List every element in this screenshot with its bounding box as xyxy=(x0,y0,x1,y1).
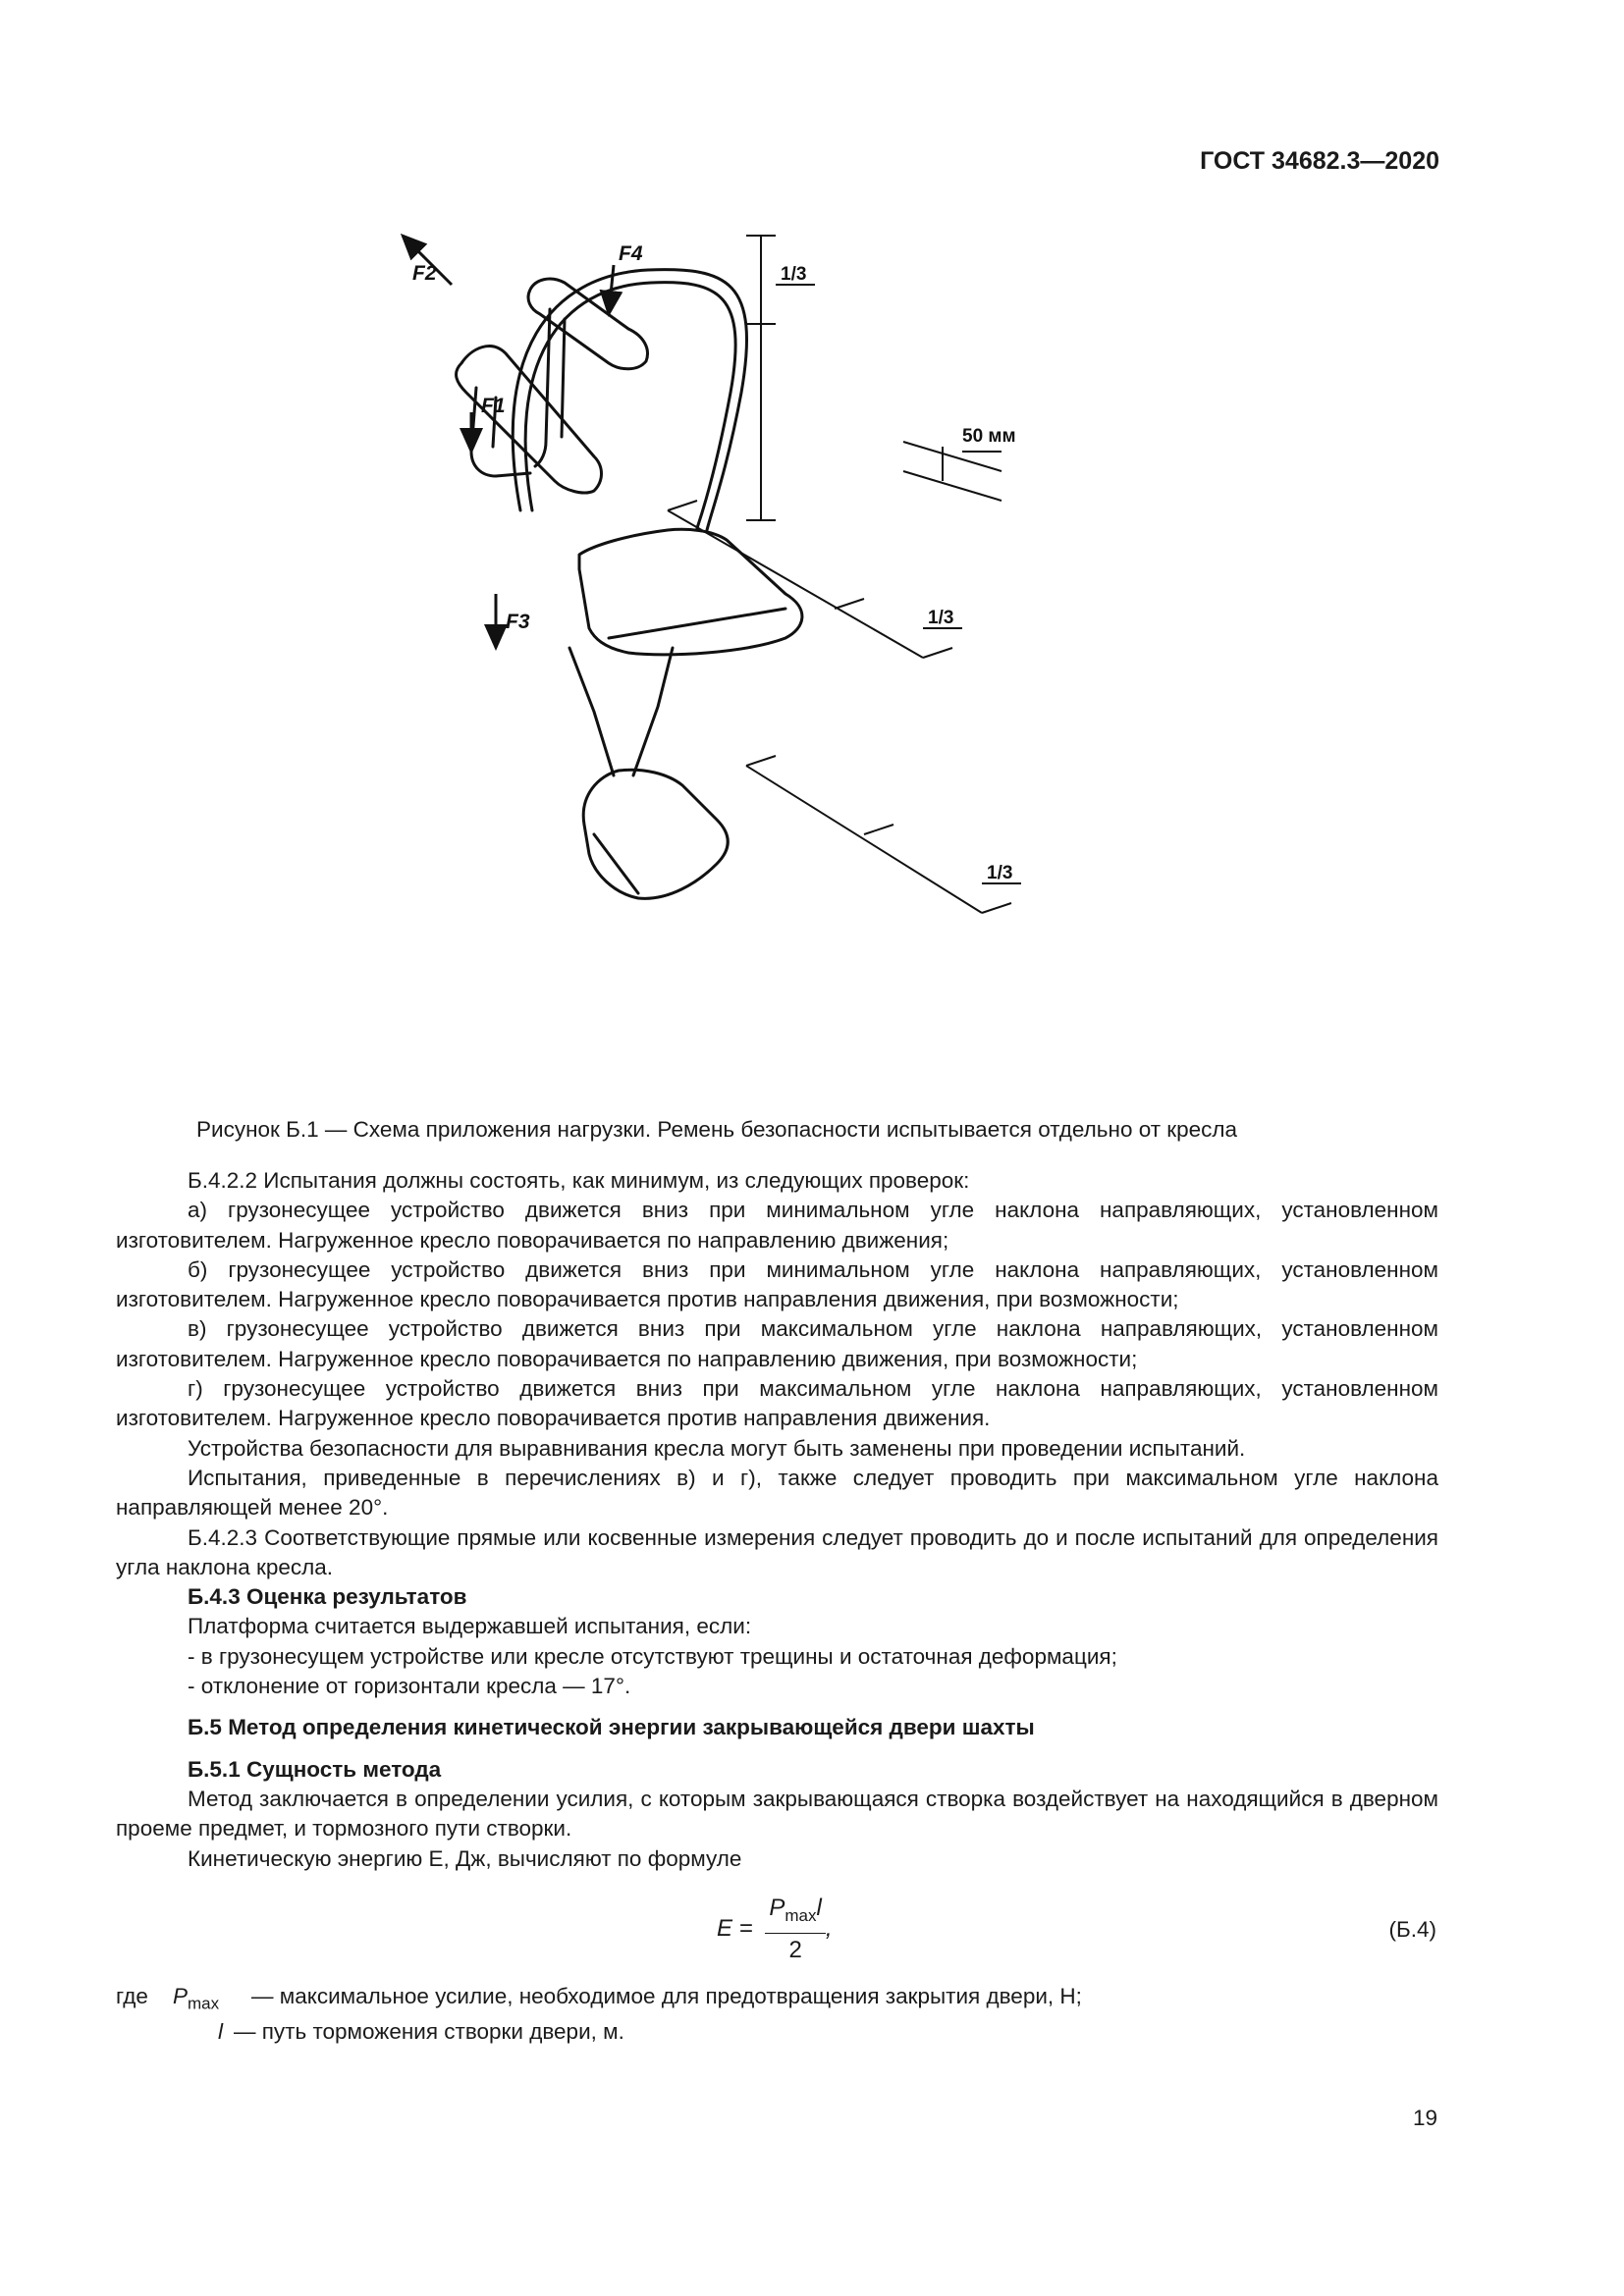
symbol-p: P xyxy=(173,1983,189,2008)
paragraph: б) грузонесущее устройство движется вниз при минимальном угле наклона направляющих, установленном изготовителем. Нагруженное кресло поворачивается против направления движения, при возможности; xyxy=(116,1256,1438,1312)
where-definition-pmax: — максимальное усилие, необходимое для предотвращения закрытия двери, Н; xyxy=(251,1983,1082,2008)
where-word: где xyxy=(116,1983,148,2008)
paragraph: Б.4.2.3 Соответствующие прямые или косвенные измерения следует проводить до и после испытаний для определения угла наклона кресла. xyxy=(116,1524,1438,1579)
paragraph: г) грузонесущее устройство движется вниз при максимальном угле наклона направляющих, установленном изготовителем. Нагруженное кресло поворачивается против направления движения. xyxy=(116,1376,1438,1431)
seat xyxy=(579,529,802,655)
label-f2: F2 xyxy=(412,262,437,285)
list-item: - в грузонесущем устройстве или кресле отсутствуют трещины и остаточная деформация; xyxy=(188,1643,1117,1669)
numerator-l: l xyxy=(816,1894,822,1921)
section-heading: Б.4.3 Оценка результатов xyxy=(188,1584,467,1610)
paragraph: Метод заключается в определении усилия, с которым закрывающаяся створка воздействует на находящийся в дверном проеме предмет, и тормозного пути створки. xyxy=(116,1786,1438,1842)
where-definition-l: — путь торможения створки двери, м. xyxy=(234,2018,624,2044)
figure-caption: Рисунок Б.1 — Схема приложения нагрузки. Ремень безопасности испытывается отдельно от кресла xyxy=(196,1117,1238,1142)
formula-fraction xyxy=(765,1894,825,1965)
right-armrest xyxy=(528,279,647,369)
paragraph: Платформа считается выдержавшей испытания, если: xyxy=(188,1614,752,1639)
list-item: - отклонение от горизонтали кресла — 17°. xyxy=(188,1674,631,1699)
label-f4: F4 xyxy=(619,242,643,265)
dim-top: 1/3 xyxy=(781,264,807,285)
document-header: ГОСТ 34682.3—2020 xyxy=(1200,147,1439,175)
formula-lhs: E = xyxy=(717,1914,753,1942)
dim-seat: 1/3 xyxy=(928,608,954,628)
numerator-sub: max xyxy=(785,1905,817,1925)
where-symbol-l: l xyxy=(218,2018,223,2044)
paragraph: Кинетическую энергию Е, Дж, вычисляют по формуле xyxy=(188,1845,742,1871)
formula-numerator xyxy=(765,1894,825,1934)
paragraph: а) грузонесущее устройство движется вниз при минимальном угле наклона направляющих, установленном изготовителем. Нагруженное кресло поворачивается по направлению движения; xyxy=(116,1198,1438,1253)
dim-foot: 1/3 xyxy=(987,863,1013,883)
formula xyxy=(717,1894,833,1965)
chair-load-figure xyxy=(373,216,1159,1099)
section-heading: Б.5 Метод определения кинетической энергии закрывающейся двери шахты xyxy=(188,1715,1035,1740)
paragraph: Устройства безопасности для выравнивания кресла могут быть заменены при проведении испытаний. xyxy=(188,1435,1246,1461)
chair-diagram xyxy=(373,216,1159,1099)
where-line-1 xyxy=(116,1978,1438,2013)
section-heading: Б.5.1 Сущность метода xyxy=(188,1756,442,1782)
body-text xyxy=(116,1166,1438,2049)
page-number: 19 xyxy=(1412,2106,1437,2130)
formula-comma: , xyxy=(825,1914,833,1942)
paragraph: Испытания, приведенные в перечислениях в) и г), также следует проводить при максимальном угле наклона направляющей менее 20°. xyxy=(116,1465,1438,1521)
formula-number: (Б.4) xyxy=(1388,1916,1436,1942)
dim-width: 50 мм xyxy=(962,426,1016,447)
numerator-p: P xyxy=(769,1894,785,1921)
pedestal xyxy=(569,648,673,775)
label-f1: F1 xyxy=(481,395,506,417)
paragraph: в) грузонесущее устройство движется вниз при максимальном угле наклона направляющих, установленном изготовителем. Нагруженное кресло поворачивается по направлению движения, при возможности; xyxy=(116,1316,1438,1371)
symbol-sub: max xyxy=(188,1994,220,2013)
paragraph: Б.4.2.2 Испытания должны состоять, как минимум, из следующих проверок: xyxy=(188,1168,970,1193)
formula-block xyxy=(116,1880,1438,1974)
footrest xyxy=(583,770,728,898)
formula-denominator: 2 xyxy=(788,1936,802,1963)
where-line-2 xyxy=(116,2013,1438,2049)
label-f3: F3 xyxy=(506,611,530,633)
